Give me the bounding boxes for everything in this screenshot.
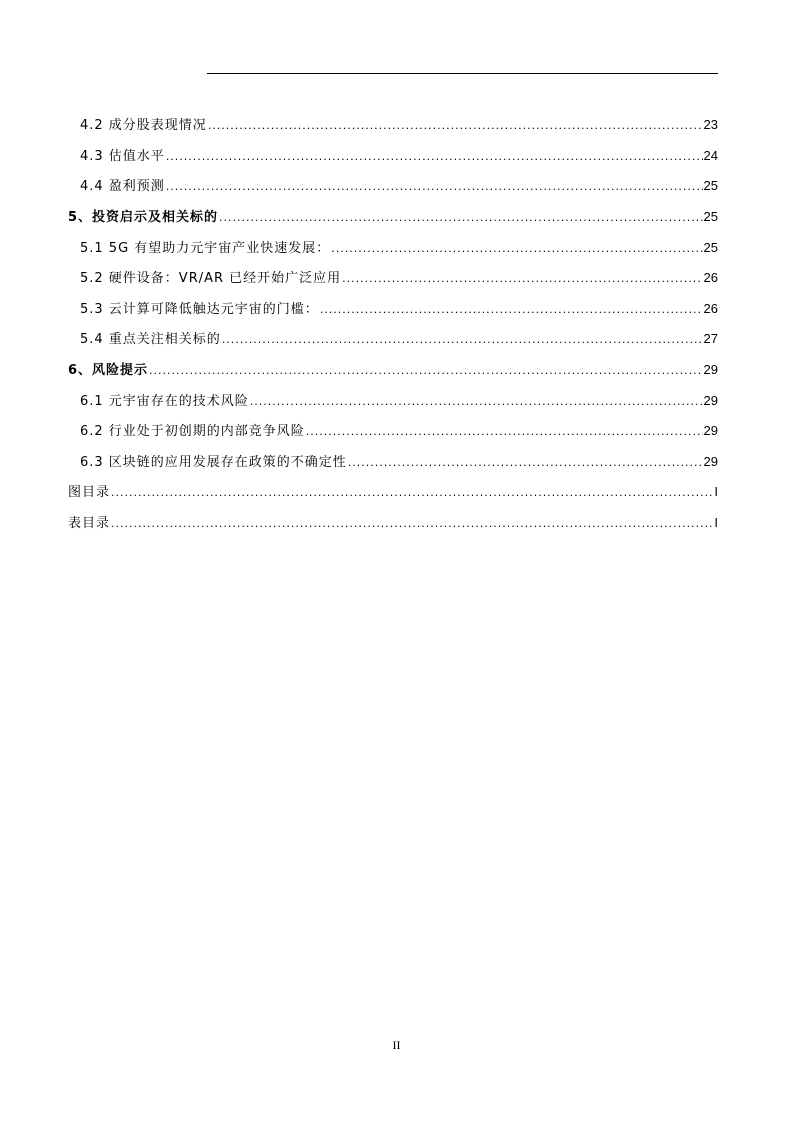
toc-entry-page: 25 — [703, 178, 718, 193]
toc-entry-page: 29 — [703, 393, 718, 408]
toc-entry-4-2[interactable] — [80, 115, 718, 135]
toc-leader-dots — [342, 269, 702, 289]
toc-entry-page: 26 — [703, 301, 718, 316]
toc-leader-dots — [111, 514, 713, 534]
toc-leader-dots — [320, 300, 703, 320]
toc-entry-label: 4.2 成分股表现情况 — [80, 118, 207, 133]
toc-entry-6[interactable] — [68, 360, 718, 380]
toc-entry-page: 29 — [703, 454, 718, 469]
toc-entry-label: 6.2 行业处于初创期的内部竞争风险 — [80, 424, 305, 439]
toc-entry-page: I — [714, 484, 718, 499]
toc-entry-6-1[interactable] — [80, 391, 718, 411]
toc-entry-page: 29 — [703, 362, 718, 377]
toc-entry-label: 5、投资启示及相关标的 — [68, 210, 219, 225]
toc-entry-page: 27 — [703, 331, 718, 346]
toc-leader-dots — [208, 116, 703, 136]
toc-entry-6-2[interactable] — [80, 421, 718, 441]
toc-leader-dots — [166, 177, 703, 197]
toc-leader-dots — [348, 453, 703, 473]
toc-entry-label: 5.4 重点关注相关标的 — [80, 332, 221, 347]
toc-entry-page: 24 — [703, 148, 718, 163]
toc-leader-dots — [149, 361, 702, 381]
toc-entry-label: 图目录 — [68, 485, 111, 500]
toc-entry-page: 25 — [703, 240, 718, 255]
toc-entry-label: 6.3 区块链的应用发展存在政策的不确定性 — [80, 455, 347, 470]
toc-leader-dots — [166, 147, 703, 167]
page-number: II — [392, 1038, 401, 1052]
toc-leader-dots — [306, 422, 703, 442]
toc-entry-5-2[interactable] — [80, 268, 718, 288]
toc-entry-label: 5.3 云计算可降低触达元宇宙的门槛： — [80, 302, 319, 317]
toc-leader-dots — [331, 239, 702, 259]
toc-entry-page: 26 — [703, 270, 718, 285]
toc-entry-page: 23 — [703, 117, 718, 132]
toc-entry-label: 6、风险提示 — [68, 363, 149, 378]
toc-entry-label: 6.1 元宇宙存在的技术风险 — [80, 394, 249, 409]
toc-entry-page: 25 — [703, 209, 718, 224]
toc-entry-4-4[interactable] — [80, 176, 718, 196]
toc-leader-dots — [222, 330, 703, 350]
toc-entry-5-3[interactable] — [80, 299, 718, 319]
toc-entry-4-3[interactable] — [80, 146, 718, 166]
toc-entry-label: 5.1 5G 有望助力元宇宙产业快速发展： — [80, 241, 331, 256]
toc-leader-dots — [111, 483, 713, 503]
header-rule — [207, 73, 718, 74]
toc-entry-5[interactable] — [68, 207, 718, 227]
toc-entry-5-4[interactable] — [80, 329, 718, 349]
toc-leader-dots — [250, 392, 703, 412]
toc-entry-5-1[interactable] — [80, 238, 718, 258]
toc-entry-label: 4.4 盈利预测 — [80, 179, 165, 194]
toc-entry-page: 29 — [703, 423, 718, 438]
toc-entry-label: 表目录 — [68, 516, 111, 531]
toc-entry-page: I — [714, 515, 718, 530]
toc-entry-label: 5.2 硬件设备：VR/AR 已经开始广泛应用 — [80, 271, 342, 286]
toc-leader-dots — [219, 208, 702, 228]
toc-entry-6-3[interactable] — [80, 452, 718, 472]
toc-entry-figure-list[interactable] — [68, 482, 718, 502]
toc-entry-table-list[interactable] — [68, 513, 718, 533]
toc-entry-label: 4.3 估值水平 — [80, 149, 165, 164]
